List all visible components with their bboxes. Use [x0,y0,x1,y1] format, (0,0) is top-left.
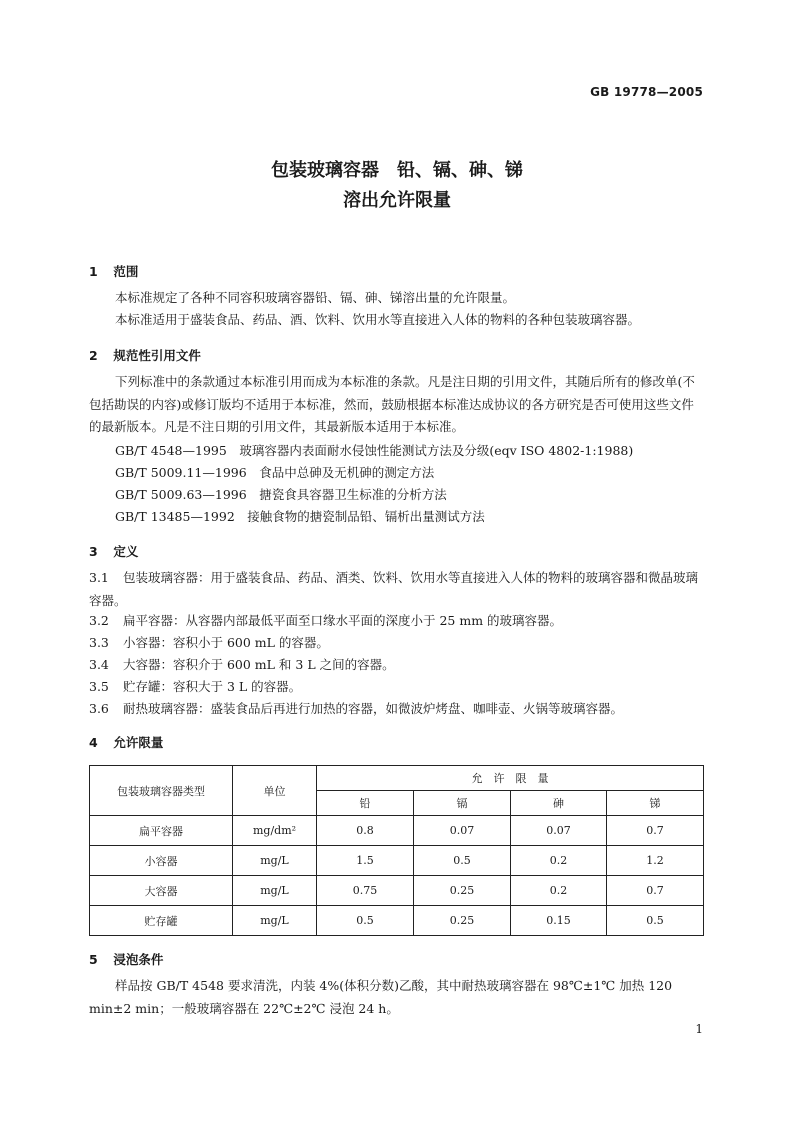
table-cell-type: 大容器 [90,876,233,906]
definition-text: 扁平容器：从容器内部最低平面至口缘水平面的深度小于 25 mm 的玻璃容器。 [123,613,563,628]
reference-item: GB/T 5009.63—1996 搪瓷食具容器卫生标准的分析方法 [115,487,447,502]
table-cell-type: 小容器 [90,846,233,876]
definition-item [89,676,703,699]
table-cell-unit: mg/L [233,846,317,876]
section-2-heading [89,346,201,364]
table-cell-value: 1.5 [317,846,414,876]
definition-number: 3.3 [89,635,109,650]
definition-text: 小容器：容积小于 600 mL 的容器。 [123,635,329,650]
section-1-paragraph-2: 本标准适用于盛装食品、药品、酒、饮料、饮用水等直接进入人体的物料的各种包装玻璃容器。 [115,312,641,327]
section-number: 2 [89,348,98,363]
table-cell-value: 0.2 [511,876,607,906]
page-number: 1 [695,1022,703,1036]
section-title: 定义 [113,544,139,559]
definition-number: 3.2 [89,613,109,628]
limits-table [89,765,704,936]
section-5-paragraph: 样品按 GB/T 4548 要求清洗，内装 4%(体积分数)乙酸，其中耐热玻璃容器在 98℃±1℃ 加热 120 min±2 min；一般玻璃容器在 22℃±2℃ 浸泡 24 h。 [89,978,673,1016]
definition-item [89,610,703,633]
reference-item: GB/T 4548—1995 玻璃容器内表面耐水侵蚀性能测试方法及分级(eqv ISO 4802-1:1988) [115,443,634,458]
definition-item [89,654,703,677]
section-2-paragraph: 下列标准中的条款通过本标准引用而成为本标准的条款。凡是注日期的引用文件，其随后所有的修改单(不包括勘误的内容)或修订版均不适用于本标准，然而，鼓励根据本标准达成协议的各方研究是否可使用这些文件的最新版本。凡是不注日期的引用文件，其最新版本适用于本标准。 [89,374,695,434]
definition-number: 3.1 [89,570,109,585]
table-header-row [90,766,704,791]
table-cell-value: 0.75 [317,876,414,906]
definition-number: 3.6 [89,701,109,716]
section-number: 5 [89,952,98,967]
definition-item [89,632,703,655]
section-3-heading [89,542,138,560]
table-cell-value: 0.2 [511,846,607,876]
table-row [90,876,704,906]
definition-text: 耐热玻璃容器：盛装食品后再进行加热的容器，如微波炉烤盘、咖啡壶、火锅等玻璃容器。 [123,701,624,716]
section-5-heading [89,950,163,968]
section-title: 浸泡条件 [113,952,164,967]
section-1-paragraph-1: 本标准规定了各种不同容积玻璃容器铅、镉、砷、锑溶出量的允许限量。 [115,290,516,305]
table-cell-value: 0.15 [511,906,607,936]
table-cell-value: 0.25 [414,906,511,936]
table-cell-unit: mg/L [233,906,317,936]
document-title-line1: 包装玻璃容器 铅、镉、砷、锑 [271,160,523,181]
section-title: 允许限量 [113,735,164,750]
section-4-heading [89,733,163,751]
table-cell-value: 0.07 [414,816,511,846]
section-number: 3 [89,544,98,559]
column-header-element: 铅 [317,791,414,816]
document-title-line2: 溶出允许限量 [343,190,451,211]
section-number: 4 [89,735,98,750]
table-row [90,816,704,846]
section-number: 1 [89,264,98,279]
table-cell-value: 0.5 [317,906,414,936]
table-cell-unit: mg/L [233,876,317,906]
definition-number: 3.4 [89,657,109,672]
definition-item [89,567,703,612]
reference-item: GB/T 5009.11—1996 食品中总砷及无机砷的测定方法 [115,465,435,480]
table-cell-value: 1.2 [607,846,704,876]
table-cell-unit: mg/dm² [233,816,317,846]
definition-text: 包装玻璃容器：用于盛装食品、药品、酒类、饮料、饮用水等直接进入人体的物料的玻璃容器和微晶玻璃容器。 [89,570,699,608]
column-header-element: 锑 [607,791,704,816]
definition-item [89,698,703,721]
table-row [90,906,704,936]
standard-code: GB 19778—2005 [590,85,703,99]
section-title: 规范性引用文件 [113,348,201,363]
section-1-heading [89,262,138,280]
table-cell-type: 贮存罐 [90,906,233,936]
column-header-limit: 允 许 限 量 [317,766,704,791]
column-header-element: 砷 [511,791,607,816]
table-cell-value: 0.5 [607,906,704,936]
section-title: 范围 [113,264,139,279]
table-cell-type: 扁平容器 [90,816,233,846]
column-header-unit: 单位 [233,766,317,816]
definition-text: 大容器：容积介于 600 mL 和 3 L 之间的容器。 [123,657,395,672]
table-cell-value: 0.7 [607,816,704,846]
column-header-type: 包装玻璃容器类型 [90,766,233,816]
table-cell-value: 0.8 [317,816,414,846]
reference-item: GB/T 13485—1992 接触食物的搪瓷制品铅、镉析出量测试方法 [115,509,485,524]
table-cell-value: 0.25 [414,876,511,906]
table-row [90,846,704,876]
table-cell-value: 0.5 [414,846,511,876]
table-cell-value: 0.7 [607,876,704,906]
table-cell-value: 0.07 [511,816,607,846]
definition-text: 贮存罐：容积大于 3 L 的容器。 [123,679,302,694]
definition-number: 3.5 [89,679,109,694]
column-header-element: 镉 [414,791,511,816]
